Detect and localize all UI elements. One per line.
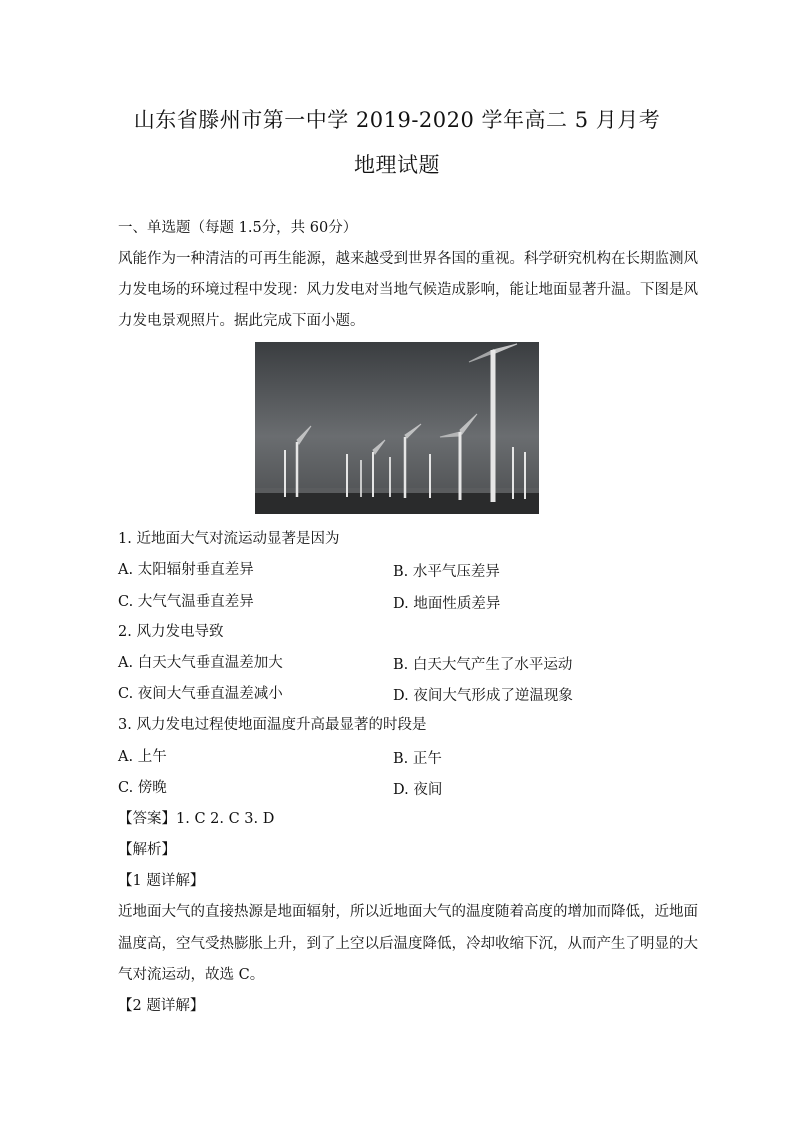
- page-subtitle: 地理试题: [354, 153, 440, 177]
- detail-text-line: 近地面大气的直接热源是地面辐射，所以近地面大气的温度随着高度的增加而降低，近地面: [118, 904, 698, 920]
- option-a: A. 白天大气垂直温差加大: [118, 655, 283, 671]
- option-c: C. 夜间大气垂直温差减小: [118, 686, 283, 702]
- option-c: C. 傍晚: [118, 780, 167, 796]
- option-b: B. 水平气压差异: [393, 564, 500, 580]
- intro-line: 力发电场的环境过程中发现：风力发电对当地气候造成影响，能让地面显著升温。下图是风: [118, 282, 698, 298]
- intro-line: 力发电景观照片。据此完成下面小题。: [118, 313, 365, 329]
- option-d: D. 夜间大气形成了逆温现象: [393, 688, 573, 704]
- detail-label: 【1 题详解】: [118, 873, 205, 889]
- option-b: B. 正午: [393, 751, 442, 767]
- option-a: A. 太阳辐射垂直差异: [118, 562, 254, 578]
- detail-text-line: 温度高，空气受热膨胀上升，到了上空以后温度降低，冷却收缩下沉，从而产生了明显的大: [118, 936, 698, 952]
- question-stem: 1. 近地面大气对流运动显著是因为: [118, 531, 340, 547]
- wind-turbines-photo: [255, 342, 539, 514]
- option-d: D. 夜间: [393, 782, 443, 798]
- option-a: A. 上午: [118, 749, 167, 765]
- intro-line: 风能作为一种清洁的可再生能源，越来越受到世界各国的重视。科学研究机构在长期监测风: [118, 251, 698, 267]
- option-d: D. 地面性质差异: [393, 596, 501, 612]
- page-title: 山东省滕州市第一中学 2019-2020 学年高二 5 月月考: [133, 108, 661, 132]
- analysis-label: 【解析】: [118, 842, 176, 858]
- section-heading: 一、单选题（每题 1.5分，共 60分）: [118, 220, 358, 236]
- option-b: B. 白天大气产生了水平运动: [393, 657, 573, 673]
- question-stem: 2. 风力发电导致: [118, 624, 224, 640]
- option-c: C. 大气气温垂直差异: [118, 594, 254, 610]
- detail-text-line: 气对流运动，故选 C。: [118, 967, 265, 983]
- detail-label: 【2 题详解】: [118, 998, 205, 1014]
- question-stem: 3. 风力发电过程使地面温度升高最显著的时段是: [118, 717, 427, 733]
- answer-line: 【答案】1. C 2. C 3. D: [118, 811, 275, 827]
